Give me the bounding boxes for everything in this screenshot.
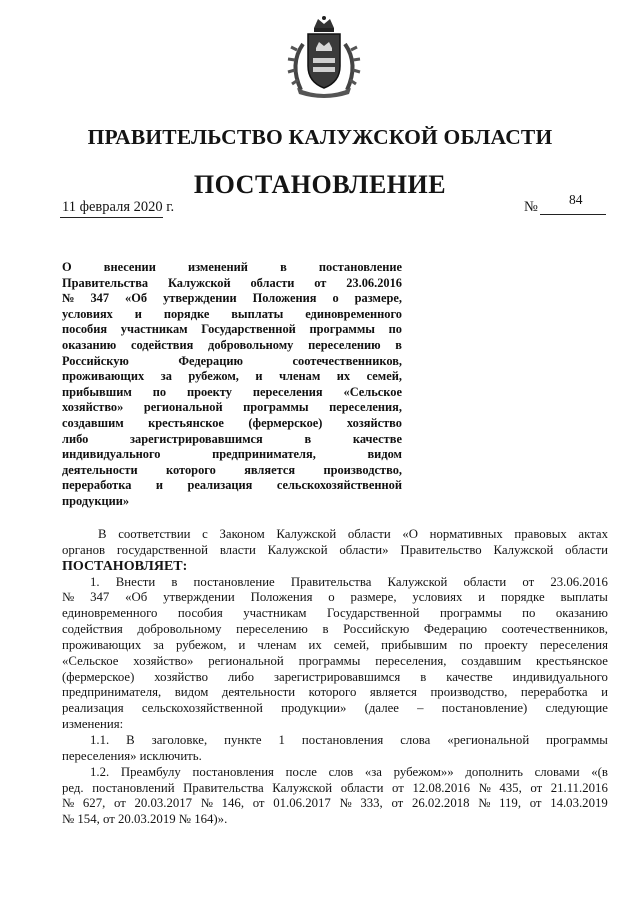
word: области [463,574,507,589]
subject-line [62,432,402,448]
subject-line [62,276,402,292]
word: от [391,796,404,811]
word: о [332,291,339,306]
word: 20.03.2017 [134,796,193,811]
body-line [62,796,608,812]
word: области» [339,542,389,557]
word: переселению [236,622,308,637]
indented-word [62,765,109,781]
word: условиях [62,306,113,321]
word: (фермерское) [248,415,323,430]
word: реализация [187,478,253,493]
word: «Сельское [343,384,402,399]
word: В [126,732,135,747]
word: рубежом, [188,369,239,384]
word: «(в [591,764,608,779]
word: № [478,780,491,795]
word: № [478,796,491,811]
subject-line [62,322,402,338]
word: слов [328,764,354,779]
word: проекту [484,637,528,652]
word: индивидуального [62,447,161,462]
word: органов [62,542,106,557]
word: Калужской [267,542,328,557]
body-line [62,654,608,670]
word: либо [227,669,255,684]
word: переселению [308,337,381,352]
word: семей, [333,637,370,652]
word: проживающих [62,637,142,652]
body-line: № 154, от 20.03.2019 № 164)». [62,812,228,827]
word: 01.06.2017 [273,796,331,811]
number-underline [540,214,606,215]
word: создавшим [62,415,124,430]
word: Законом [219,527,265,541]
word: Государственной [201,322,296,337]
word: 627, [82,796,106,811]
word: власти [219,542,256,557]
word: соответствии [118,527,191,541]
document-number-value: 84 [569,192,583,207]
word: Положения [250,590,313,605]
word: производство, [430,685,508,700]
body-line [62,765,608,781]
word: проживающих [62,369,145,384]
word: предпринимателя, [212,447,316,462]
word: единовременного [305,306,402,321]
word: Правительство [400,542,482,557]
body-line [62,622,608,638]
word: Калужской [276,527,337,541]
word: Калужской [387,574,448,589]
word: Российскую [343,622,410,637]
word: их [336,369,351,384]
subject-line [62,478,402,494]
body-line [62,638,608,654]
document-subject [62,260,402,510]
word: государственной [116,542,209,557]
word: 23.06.2016 [550,574,608,589]
word: продукции» [281,701,347,716]
word: слова [400,732,431,747]
subject-line [62,385,402,401]
word: дополнить [465,764,523,779]
subject-line [62,291,402,307]
document-date: 11 февраля 2020 г. [62,199,175,215]
word: качестве [352,431,402,446]
word: «за [364,764,382,779]
word: программы [309,322,375,337]
subject-line [62,307,402,323]
word: «Об [125,291,148,306]
word: программы [439,606,502,621]
word: Российскую [62,353,129,368]
word: 1.1. [90,732,110,747]
word: от [529,796,542,811]
word: Положения [252,291,317,306]
word: (далее [364,701,399,716]
word: индивидуального [512,669,608,684]
word: актах [578,527,608,541]
government-title: ПРАВИТЕЛЬСТВО КАЛУЖСКОЙ ОБЛАСТИ [87,125,553,149]
word: и [255,369,263,384]
word: хозяйство» [133,653,194,668]
word: хозяйство [346,415,402,430]
word: переселения, [329,400,402,415]
body-line [62,590,608,606]
word: крестьянское [536,653,608,668]
word: после [285,764,317,779]
word: постановления [301,732,384,747]
word: размере, [354,291,402,306]
word: по [152,384,167,399]
word: порядке [501,590,545,605]
subject-line [62,447,402,463]
word: хозяйство» [62,400,124,415]
word: производство, [323,462,402,477]
word: области [347,527,391,541]
body-line [62,527,608,543]
subject-line [62,400,402,416]
word: в [322,622,329,637]
word: Правительства [62,275,149,290]
word: переработка [520,685,588,700]
word: прибывшим [62,384,132,399]
word: Федерацию [423,622,488,637]
word: пособия [177,606,223,621]
word: 21.11.2016 [550,780,608,795]
body-line [62,543,608,559]
word: по [522,606,536,621]
word: и [601,685,608,700]
word: прибывшим [381,637,448,652]
word: утверждении [163,590,235,605]
word: добровольному [137,622,222,637]
word: оказанию [62,337,117,352]
word: в [304,431,312,446]
word: программы [243,400,309,415]
word: от [113,796,126,811]
word: которого [308,685,357,700]
word: 347 [90,590,110,605]
word: за [160,369,172,384]
word: 333, [360,796,383,811]
word: зарегистрировавшимся [130,431,263,446]
word: 26.02.2018 [411,796,470,811]
word: рубежом, [176,637,227,652]
word: является [244,462,296,477]
word: № [200,796,213,811]
word: о [328,590,335,605]
item-1-paragraph [62,575,608,718]
word: предпринимателя, [62,685,162,700]
word: которого [166,462,216,477]
word: № [62,590,75,605]
subject-line [62,338,402,354]
subject-line [62,369,402,385]
word: постановление) [441,701,528,716]
word: Правительства [183,780,264,795]
word: зарегистрировавшимся [273,669,401,684]
word: области [565,542,608,557]
subject-line: продукции» [62,493,130,508]
word: 435, [499,780,522,795]
word: добровольному [208,337,294,352]
word: Калужской [272,780,333,795]
word: 1 [278,732,285,747]
word: создавшим [461,653,522,668]
word: 14.03.2019 [550,796,608,811]
indented-word [62,733,109,749]
word: содействия [130,337,194,352]
subject-line [62,260,402,276]
word: «Сельское [62,653,119,668]
word: и [478,590,486,605]
body-line [62,670,608,686]
body-line: переселения» исключить. [62,748,202,763]
item-1-2-paragraph [62,765,608,813]
body-line [62,781,608,797]
word: области [250,275,295,290]
word: выплаты [231,306,284,321]
word: единовременного [62,606,158,621]
word: сельскохозяйственной [141,701,263,716]
word: хозяйство [154,669,208,684]
word: правовых [514,527,567,541]
word: (фермерское) [62,669,135,684]
word: от [530,780,543,795]
word: нормативных [429,527,503,541]
word: 119, [499,796,522,811]
word: следующие [545,701,608,716]
word: 12.08.2016 [412,780,471,795]
word: реализация [62,701,124,716]
word: – [417,701,424,716]
word: деятельности [221,685,296,700]
word: в [171,574,178,589]
word: является [369,685,417,700]
word: соотечественников, [501,622,608,637]
document-number-label: № [524,199,538,215]
word: с [202,527,208,541]
word: 1. [90,574,100,589]
word: видом [174,685,209,700]
word: по [388,322,402,337]
word: порядке [163,306,210,321]
indented-word [62,575,100,591]
word: их [308,637,322,652]
word: в [395,337,402,352]
word: переселения, [375,653,447,668]
word: региональной [208,653,284,668]
word: Государственной [326,606,420,621]
word: пособия [62,322,108,337]
body-line [62,701,608,717]
word: «Об [125,590,148,605]
word: «региональной [447,732,530,747]
word: переселения [539,637,608,652]
body-line [62,685,608,701]
word: рубежом»» [393,764,454,779]
word: постановление [318,260,402,274]
word: от [314,275,327,290]
body-line [62,606,608,622]
word: деятельности [62,462,138,477]
word: семей, [366,369,402,384]
word: Федерацию [178,353,243,368]
word: условиях [412,590,463,605]
body-line [62,575,608,591]
word: и [134,306,142,321]
word: постановления [192,764,274,779]
item-1-1-paragraph [62,733,608,749]
coat-of-arms-emblem [283,14,365,98]
word: переселения [252,384,323,399]
word: и [155,478,163,493]
word: заголовке, [151,732,208,747]
preamble-paragraph [62,527,608,559]
word: 146, [221,796,245,811]
word: участникам [243,606,307,621]
word: внесении [103,260,156,274]
word: членам [257,637,297,652]
word: членам [279,369,321,384]
date-underline [60,217,163,218]
word: № [62,291,75,306]
word: 347 [90,291,110,306]
word: оказанию [555,606,608,621]
word: соотечественников, [292,353,402,368]
word: Внести [115,574,156,589]
word: Калужской [167,275,231,290]
word: словами [534,764,580,779]
word: от [252,796,265,811]
word: изменений [187,260,248,274]
word: размере, [350,590,397,605]
word: постановление [193,574,275,589]
word: Преамбулу [120,764,181,779]
word: утверждении [163,291,237,306]
word: от [522,574,535,589]
word: В [98,527,107,541]
word: ред. [62,780,84,795]
word: № [62,796,75,811]
word: 1.2. [90,764,110,779]
word: переработка [62,478,132,493]
body-line [62,733,608,749]
word: проекту [186,384,232,399]
word: и [238,637,246,652]
word: О [62,260,72,274]
word: сельскохозяйственной [276,478,402,493]
subject-line [62,463,402,479]
word: содействия [62,622,123,637]
word: пункте [224,732,262,747]
subject-line [62,416,402,432]
word: программы [298,653,361,668]
word: крестьянское [148,415,224,430]
body-line: изменения: [62,717,124,732]
document-type-title: ПОСТАНОВЛЕНИЕ [193,170,447,199]
document-body [62,527,608,828]
word: региональной [143,400,223,415]
word: программы [546,732,608,747]
word: «О [402,527,418,541]
word: от [392,780,404,795]
word: Калужской [493,542,554,557]
word: 23.06.2016 [346,275,402,290]
subject-line [62,354,402,370]
word: видом [367,447,402,462]
indented-word [62,527,107,543]
word: в [420,669,427,684]
word: области [340,780,384,795]
word: участникам [120,322,188,337]
word: за [153,637,164,652]
word: либо [62,431,89,446]
word: по [459,637,473,652]
word: выплаты [560,590,608,605]
decree-word: ПОСТАНОВЛЯЕТ: [62,558,188,574]
word: постановлений [92,780,175,795]
word: Правительства [290,574,372,589]
word: качестве [446,669,493,684]
word: в [280,260,287,274]
word: № [339,796,352,811]
